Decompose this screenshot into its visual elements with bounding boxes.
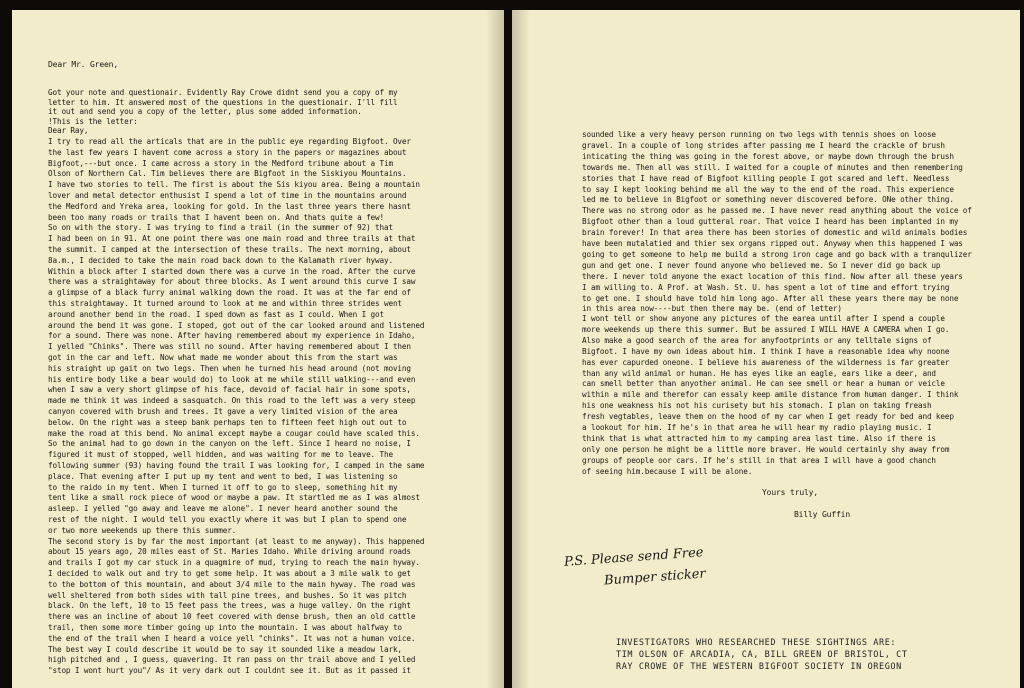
intro-line: Got your note and questionair. Evidently Ray Crowe didnt send you a copy of my (48, 88, 398, 97)
letter-line: trail, then some more timber going up into the mountain. I was about halfway to (48, 623, 402, 632)
letter-line: or two more weekends up there this summer. (48, 525, 237, 535)
addendum-line: can smell better than anyother animal. He can see smell or hear a human or veicle (582, 379, 945, 389)
letter-line: figured it must of stopped, well hidden, and was waiting for me to leave. The (48, 450, 393, 460)
addendum-line: of seeing him.because I will be alone. (582, 466, 753, 476)
letter-line: So on with the story. I was trying to find a trail (in the summer of 92) that (48, 223, 393, 233)
intro-line: it out and send you a copy of the letter, plus some added information. (48, 107, 362, 117)
letter-line: gun and get one. I never found anyone who believed me. So I never did go back up (582, 260, 941, 270)
addendum-line: Bigfoot. I have my own ideas about him. I think I have a reasonable idea why noone (582, 346, 950, 356)
letter-line: the summit. I camped at the intersection of these trails. The next morning, about (48, 245, 411, 254)
letter-line: brain forever! In that area there has been stories of domestic and wild animals bodies (582, 228, 968, 238)
letter-line: There was no strong odor as he passed me. I have never read anything about the voice of (582, 206, 972, 216)
letter-line: going to get someone to help me build a strong iron cage and go back with a tranqulizer (582, 249, 972, 259)
letter-line: when I saw a very short glimpse of his face, devoid of facial hair in some spots, (48, 385, 411, 395)
addendum-line: more weekends up there this summer. But be assured I WILL HAVE A CAMERA when I go. (582, 324, 950, 334)
addendum-line: than any wild animal or human. He has eyes like an eagle, ears like a deer, and (582, 368, 936, 378)
letter-line: there was an incline of about 10 feet covered with dense brush, then an old cattle (48, 612, 416, 622)
letter-line: make the road at this bend. No animal except maybe a cougar could have scaled this. (48, 428, 420, 438)
letter-line: below. On the right was a steep bank perhaps ten to fifteen feet high out out to (48, 417, 407, 427)
letter-line: rest of the night. I would tell you exactly where it was but I plan to spend one (48, 515, 407, 524)
letter-line: I decided to walk out and try to get some help. It was about a 3 mile walk to get (48, 569, 411, 578)
addendum-line: within a mile and therefor can essaly keep amile distance from human danger. I think (582, 390, 959, 400)
letter-line: Within a block after I started down there was a curve in the road. After the curve (48, 266, 416, 276)
handwritten-ps-line-1: P.S. Please send Free (563, 545, 704, 570)
letter-line: around another bend in the road. I sped down as fast as I could. When I got (48, 309, 384, 319)
letter-line: high pitched and , I guess, quavering. It ran pass on thr trail above and I yelled (48, 655, 416, 665)
letter-line: been too many roads or trails that I havent been on. And thats quite a few! (48, 212, 384, 222)
intro-line: !This is the letter: (48, 116, 138, 126)
addendum-line: his one weakness his not his curisety but his stomach. I plan on taking freash (582, 401, 932, 411)
letter-line: I am willing to. A Prof. at Wash. St. U. has spent a lot of time and effort trying (582, 282, 950, 292)
letter-line: Bigfoot,---but once. I came across a story in the Medford tribune about a Tim (48, 158, 393, 168)
letter-line: stories that I have read of Bigfoot killing people I got scared and left. Needless (582, 173, 950, 183)
letter-line: this straightaway. It turned around to look at me and within three strides went (48, 299, 402, 308)
letter-line: lover and metal detector enthusist I spend a lot of time in the mountains around (48, 191, 407, 200)
closing: Yours truly, (762, 488, 818, 497)
investigators-line: RAY CROWE OF THE WESTERN BIGFOOT SOCIETY IN OREGON (616, 662, 902, 672)
letter-line: The best way I could describe it would be to say it sounded like a meadow lark, (48, 644, 402, 654)
letter-line: Olson of Northern Cal. Tim believes there are Bigfoot in the Siskiyou Mountains. (48, 169, 407, 179)
letter-line: asleep. I yelled "go away and leave me alone". I never heard another sound the (48, 504, 398, 514)
addendum-line: a lookout for him. If he's in that area he will hear my radio playing music. I (582, 423, 932, 432)
letter-line: black. On the left, 10 to 15 feet pass the trees, was a huge valley. On the right (48, 601, 411, 611)
investigators-line: TIM OLSON OF ARCADIA, CA, BILL GREEN OF BRISTOL, CT (616, 650, 908, 660)
letter-line: a glimpse of a black furry animal walking down the road. It was at the far end of (48, 288, 411, 298)
addendum-line: groups of people oor cars. If he's still in that area I will have a good chanch (582, 455, 936, 465)
letter-line: about 15 years ago, 20 miles east of St. Maries Idaho. While driving around roads (48, 547, 411, 557)
letter-line: to the raido in my tent. When I turned it off to go to sleep, something hit my (48, 482, 398, 492)
left-page (12, 10, 504, 688)
letter-line: "stop I wont hurt you"/ As it very dark out I couldnt see it. But as it passed it (48, 666, 411, 676)
letter-line: in this area now----but then there may be. (end of letter) (582, 304, 842, 314)
letter-line: 8a.m., I decided to take the main road back down to the Kalamath river hyway. (48, 255, 393, 265)
addendum-line: fresh vegtables, leave them on the hood of my car when I get ready for bed and keep (582, 412, 954, 422)
letter-line: The second story is by far the most important (at least to me anyway). This happened (48, 536, 425, 546)
signature: Billy Guffin (794, 510, 850, 519)
letter-line: made me think it was indeed a sasquatch. On this road to the left was a very steep (48, 396, 416, 406)
letter-line: to get one. I should have told him long ago. After all these years there may be none (582, 293, 959, 303)
letter-line: his straight up gait on two legs. Then when he turned his head around (not moving (48, 363, 411, 373)
page-gutter-shadow (512, 10, 530, 688)
letter-line: Bigfoot other than a loud gutteral roar. That voice I heard has been implanted in my (582, 217, 959, 227)
letter-line: his entire body like a bear would do) to look at me while still walking---and even (48, 374, 416, 384)
letter-line: place. That evening after I put up my tent and went to bed, I was listening so (48, 471, 398, 481)
letter-line: the Medford and Yreka area, looking for gold. In the last three years there hasnt (48, 201, 411, 211)
right-page (512, 10, 1020, 688)
letter-line: inticating the thing was going in the forest above, or maybe down through the brush (582, 151, 954, 161)
salutation: Dear Mr. Green, (48, 60, 118, 69)
letter-line: got in the car and left. Now what made me wonder about this from the start was (48, 353, 398, 362)
letter-line: I yelled "Chinks". There was still no sound. After having remembered about I then (48, 342, 411, 352)
letter-line: well sheltered from both sides with tall pine trees, and bushes. So it was pitch (48, 590, 407, 600)
addendum-line: think that is what attracted him to my camping area last time. Also if there is (582, 433, 936, 443)
letter-line: to the bottom of this mountain, and about 3/4 mile to the main hyway. The road was (48, 579, 416, 589)
letter-line: there was a straightaway for about three blocks. As I went around this curve I saw (48, 277, 416, 287)
letter-line: I try to read all the articals that are in the public eye regarding Bigfoot. Over (48, 137, 411, 146)
addendum-line: I wont tell or show anyone any pictures of the earea until after I spend a couple (582, 314, 945, 323)
intro-line: letter to him. It answered most of the questions in the questionair. I'll fill (48, 97, 398, 107)
addendum-line: has ever capurded oneone. I believe his awareness of the wilderness is far greater (582, 357, 950, 367)
letter-line: sounded like a very heavy person running on two legs with tennis shoes on loose (582, 130, 936, 139)
letter-line: there. I never told anyone the exact location of this find. Now after all these years (582, 271, 963, 281)
investigators-heading: INVESTIGATORS WHO RESEARCHED THESE SIGHTINGS ARE: (616, 638, 897, 648)
letter-line: following summer (93) having found the trail I was looking for, I camped in the same (48, 461, 425, 470)
addendum-line: only one person he might be a little more braver. He would certainly shy away from (582, 444, 950, 454)
letter-line: around the bend it was gone. I stoped, got out of the car looked around and listened (48, 320, 425, 330)
letter-line: I had been on in 91. At one point there was one main road and three trails at that (48, 234, 416, 244)
letter-line: canyon covered with brush and trees. It gave a very limited vision of the area (48, 407, 398, 416)
handwritten-ps-line-2: Bumper sticker (603, 566, 707, 589)
letter-line: tent like a small rock piece of wood or maybe a paw. It startled me as I was almost (48, 493, 420, 503)
addendum-line: Also make a good search of the area for anyfootprints or any telltale signs of (582, 335, 932, 345)
letter-line: led me to believe in Bigfoot or something never discovered before. ONe other thing. (582, 195, 954, 205)
letter-line: the last few years I havent come across a story in the papers or magazines about (48, 147, 407, 157)
letter-line: have been mutalatied and thier sex organs ripped out. Anyway when this happened I was (582, 239, 963, 248)
letter-line: So the animal had to go down in the canyon on the left. Since I heard no noise, I (48, 439, 411, 449)
letter-line: to say I kept looking behind me all the way to the end of the road. This experience (582, 184, 954, 194)
letter-line: for a sound. There was none. After having remembered about my experience in Idaho, (48, 331, 416, 341)
letter-line: the end of the trail when I heard a voice yell "chinks". It was not a human voice. (48, 633, 416, 643)
letter-line: I have two stories to tell. The first is about the Sis kiyou area. Being a mountain (48, 180, 420, 190)
letter-line: and trails I got my car stuck in a quagmire of mud, trying to reach the main hyway. (48, 558, 420, 568)
letter-line: gravel. In a couple of long strides after passing me I heard the crackle of brush (582, 140, 945, 150)
letter-line: towards me. Then all was still. I waited for a couple of minutes and then remembering (582, 162, 963, 172)
intro-line: Dear Ray, (48, 126, 89, 136)
